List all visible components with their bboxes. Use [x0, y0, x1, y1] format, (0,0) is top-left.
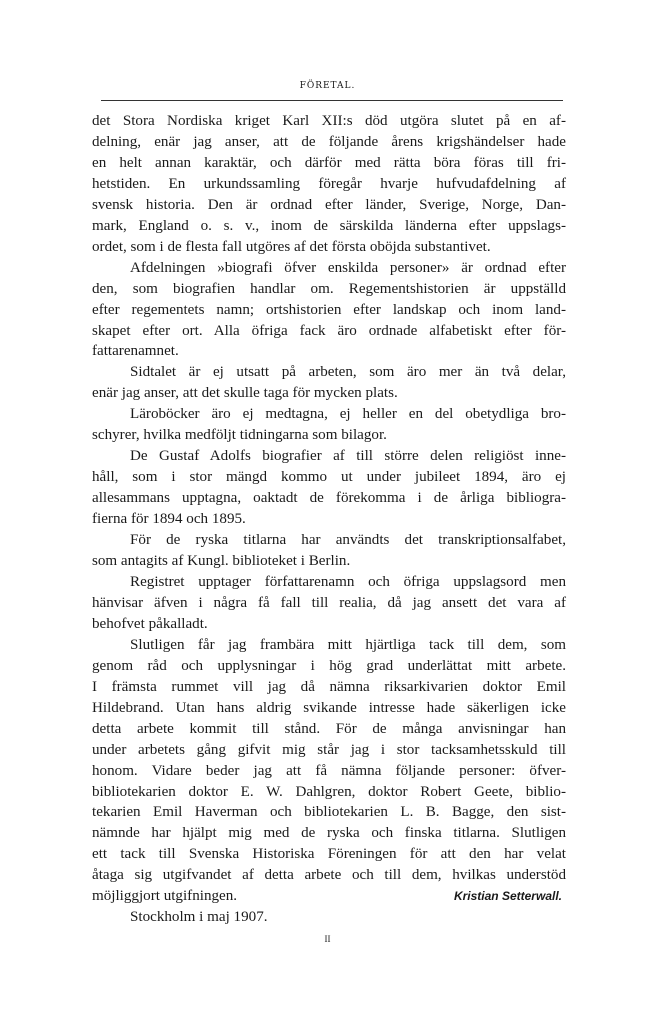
page-number: II	[324, 934, 331, 944]
text-line: Afdelningen »biografi öfver enskilda personer» är ordnad efter	[130, 259, 566, 276]
text-line: skapet efter ort. Alla öfriga fack äro ordnade alfabetiskt efter för-	[92, 322, 566, 339]
text-line: För de ryska titlarna har användts det transkriptionsalfabet,	[130, 532, 566, 549]
header-rule	[101, 100, 563, 101]
text-line: honom. Vidare beder jag att få nämna följande personer: öfver-	[92, 762, 566, 779]
text-line: bibliotekarien doktor E. W. Dahlgren, doktor Robert Geete, biblio-	[92, 783, 566, 800]
text-line: Sidtalet är ej utsatt på arbeten, som äro mer än två delar,	[130, 364, 566, 381]
text-line: åtaga sig utgifvandet af detta arbete och till dem, hvilkas understöd	[92, 867, 566, 884]
text-line: Läroböcker äro ej medtagna, ej heller en del obetydliga bro-	[130, 406, 566, 423]
running-head: FÖRETAL.	[299, 81, 356, 91]
text-line: allesammans upptagna, oaktadt de förekomma i de årliga bibliogra-	[92, 490, 566, 507]
text-line: mark, England o. s. v., inom de särskilda länderna efter uppslags-	[92, 217, 566, 234]
text-line: ett tack till Svenska Historiska Föreningen för att den har velat	[92, 846, 566, 863]
text-line: Registret upptager författarenamn och öfriga uppslagsord men	[130, 573, 566, 590]
text-line: den, som biografien handlar om. Regementshistorien är uppställd	[92, 280, 566, 297]
text-line: svensk historia. Den är ordnad efter länder, Sverige, Norge, Dan-	[92, 196, 566, 213]
text-line: efter regementets namn; ortshistorien efter landskap och inom land-	[92, 301, 566, 318]
text-line: hetstiden. En urkundssamling föregår hvarje hufvudafdelning af	[92, 175, 566, 192]
text-line: schyrer, hvilka medföljt tidningarna som bilagor.	[92, 427, 387, 444]
text-line: behofvet påkalladt.	[92, 615, 208, 632]
text-line: delning, enär jag anser, att de följande årens krigshändelser hade	[92, 133, 566, 150]
author-signature: Kristian Setterwall.	[453, 889, 562, 903]
text-line: fierna för 1894 och 1895.	[92, 511, 246, 528]
text-line: som antagits af Kungl. biblioteket i Berlin.	[92, 553, 351, 570]
text-line: ordet, som i de flesta fall utgöres af det första oböjda substantivet.	[92, 238, 491, 255]
text-line: tekarien Emil Haverman och bibliotekarien L. B. Bagge, den sist-	[92, 804, 566, 821]
text-line: Stockholm i maj 1907.	[130, 909, 268, 926]
text-line: det Stora Nordiska kriget Karl XII:s död utgöra slutet på en af-	[92, 113, 566, 129]
text-line: nämnde har hjälpt mig med de ryska och finska titlarna. Slutligen	[92, 825, 566, 842]
preface-body	[92, 111, 566, 928]
text-line: möjliggjort utgifningen.	[92, 888, 238, 905]
text-line: en helt annan karaktär, och därför med rätta böra föras till fri-	[92, 154, 566, 171]
text-line: genom råd och upplysningar i hög grad underlättat mitt arbete.	[92, 657, 566, 674]
text-line: Slutligen får jag frambära mitt hjärtliga tack till dem, som	[130, 636, 566, 653]
text-line: Hildebrand. Utan hans aldrig svikande intresse hade säkerligen icke	[92, 699, 566, 716]
text-line: håll, som i stor mängd kommo ut under jubileet 1894, äro ej	[92, 469, 566, 486]
text-line: detta arbete kommit till stånd. För de många anvisningar han	[92, 720, 566, 737]
text-line: De Gustaf Adolfs biografier af till större delen religiöst inne-	[130, 448, 566, 465]
text-line: under arbetets gång gifvit mig står jag i stor tacksamhetsskuld till	[92, 741, 566, 758]
text-line: I främsta rummet vill jag då nämna riksarkivarien doktor Emil	[92, 678, 566, 695]
text-line: fattarenamnet.	[92, 343, 179, 360]
text-line: enär jag anser, att det skulle taga för mycken plats.	[92, 385, 398, 402]
text-line: hänvisar äfven i några få fall till realia, då jag ansett det vara af	[92, 594, 566, 611]
